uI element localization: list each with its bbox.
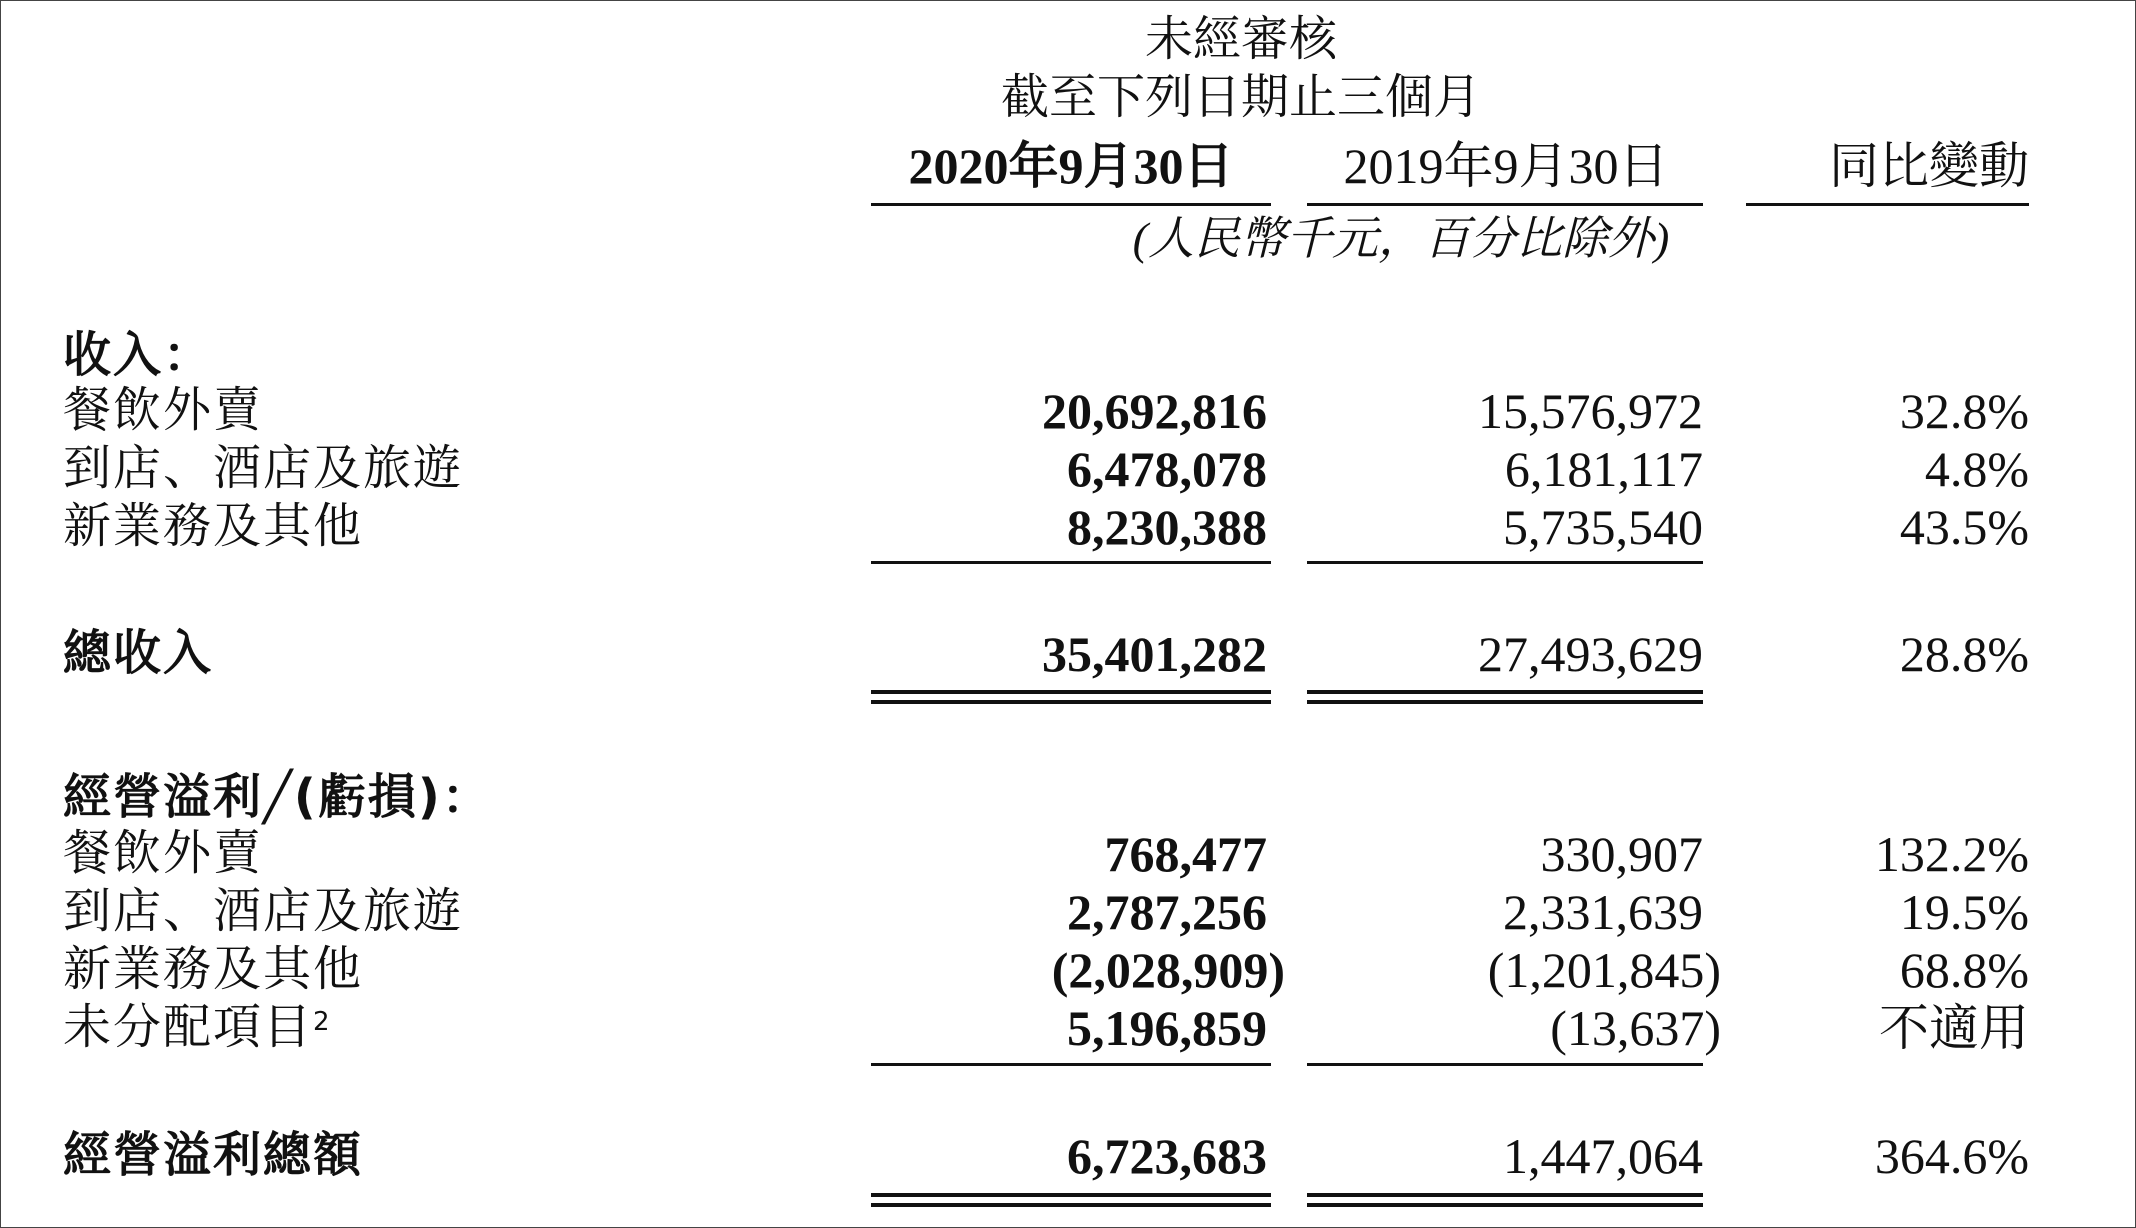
value-2020: 6,478,078 [1067, 441, 1267, 497]
double-rule-2019 [1307, 690, 1703, 704]
value-2020: 35,401,282 [1042, 626, 1267, 682]
value-2019: 5,735,540 [1503, 499, 1703, 555]
value-2020: 5,196,859 [1067, 1000, 1267, 1056]
double-rule-2019 [1307, 1193, 1703, 1207]
row-label: 餐飲外賣 [63, 382, 264, 438]
value-change: 43.5% [1899, 499, 2029, 555]
column-header-2020: 2020年9月30日 [908, 138, 1234, 194]
value-2019: 27,493,629 [1478, 626, 1703, 682]
double-rule-2020 [871, 690, 1271, 704]
value-change: 132.2% [1874, 826, 2029, 882]
value-2020: (2,028,909) [1051, 942, 1285, 998]
row-label: 餐飲外賣 [63, 825, 264, 881]
value-2020: 2,787,256 [1067, 884, 1267, 940]
subtotal-rule-2020 [871, 1063, 1271, 1066]
row-label-text: 未分配項目 [63, 999, 314, 1055]
value-2019: 2,331,639 [1503, 884, 1703, 940]
value-change: 28.8% [1899, 626, 2029, 682]
value-2019: (13,637) [1550, 1000, 1721, 1056]
unit-note: (人民幣千元，百分比除外) [1132, 213, 1670, 264]
column-header-2019: 2019年9月30日 [1343, 138, 1669, 194]
value-2019: (1,201,845) [1487, 942, 1721, 998]
header-underline-change [1746, 203, 2029, 206]
row-label: 新業務及其他 [63, 941, 364, 997]
double-rule-2020 [871, 1193, 1271, 1207]
value-2020: 768,477 [1104, 826, 1267, 882]
value-change: 68.8% [1899, 942, 2029, 998]
value-change: 19.5% [1899, 884, 2029, 940]
value-2020: 6,723,683 [1067, 1128, 1267, 1184]
row-label: 到店、酒店及旅遊 [63, 440, 464, 496]
subtotal-rule-2020 [871, 561, 1271, 564]
operating-section-title: 經營溢利╱(虧損)： [63, 769, 492, 825]
row-label [63, 999, 332, 1055]
value-change: 32.8% [1899, 383, 2029, 439]
row-label: 新業務及其他 [63, 498, 364, 554]
header-period: 截至下列日期止三個月 [1000, 69, 1481, 125]
header-underline-2020 [871, 203, 1271, 206]
value-change: 364.6% [1874, 1128, 2029, 1184]
total-revenue-label: 總收入 [63, 625, 214, 681]
subtotal-rule-2019 [1307, 1063, 1703, 1066]
revenue-section-title: 收入： [63, 327, 214, 383]
value-2020: 8,230,388 [1067, 499, 1267, 555]
value-change: 4.8% [1924, 441, 2029, 497]
value-2019: 330,907 [1540, 826, 1703, 882]
row-label: 到店、酒店及旅遊 [63, 883, 464, 939]
value-2019: 1,447,064 [1503, 1128, 1703, 1184]
value-2020: 20,692,816 [1042, 383, 1267, 439]
value-change: 不適用 [1879, 1000, 2029, 1056]
total-operating-label: 經營溢利總額 [63, 1127, 364, 1183]
header-underline-2019 [1307, 203, 1703, 206]
footnote-marker: 2 [313, 1007, 332, 1037]
value-2019: 15,576,972 [1478, 383, 1703, 439]
subtotal-rule-2019 [1307, 561, 1703, 564]
value-2019: 6,181,117 [1504, 441, 1703, 497]
column-header-change: 同比變動 [1829, 138, 2029, 194]
header-unaudited: 未經審核 [1144, 11, 1337, 67]
